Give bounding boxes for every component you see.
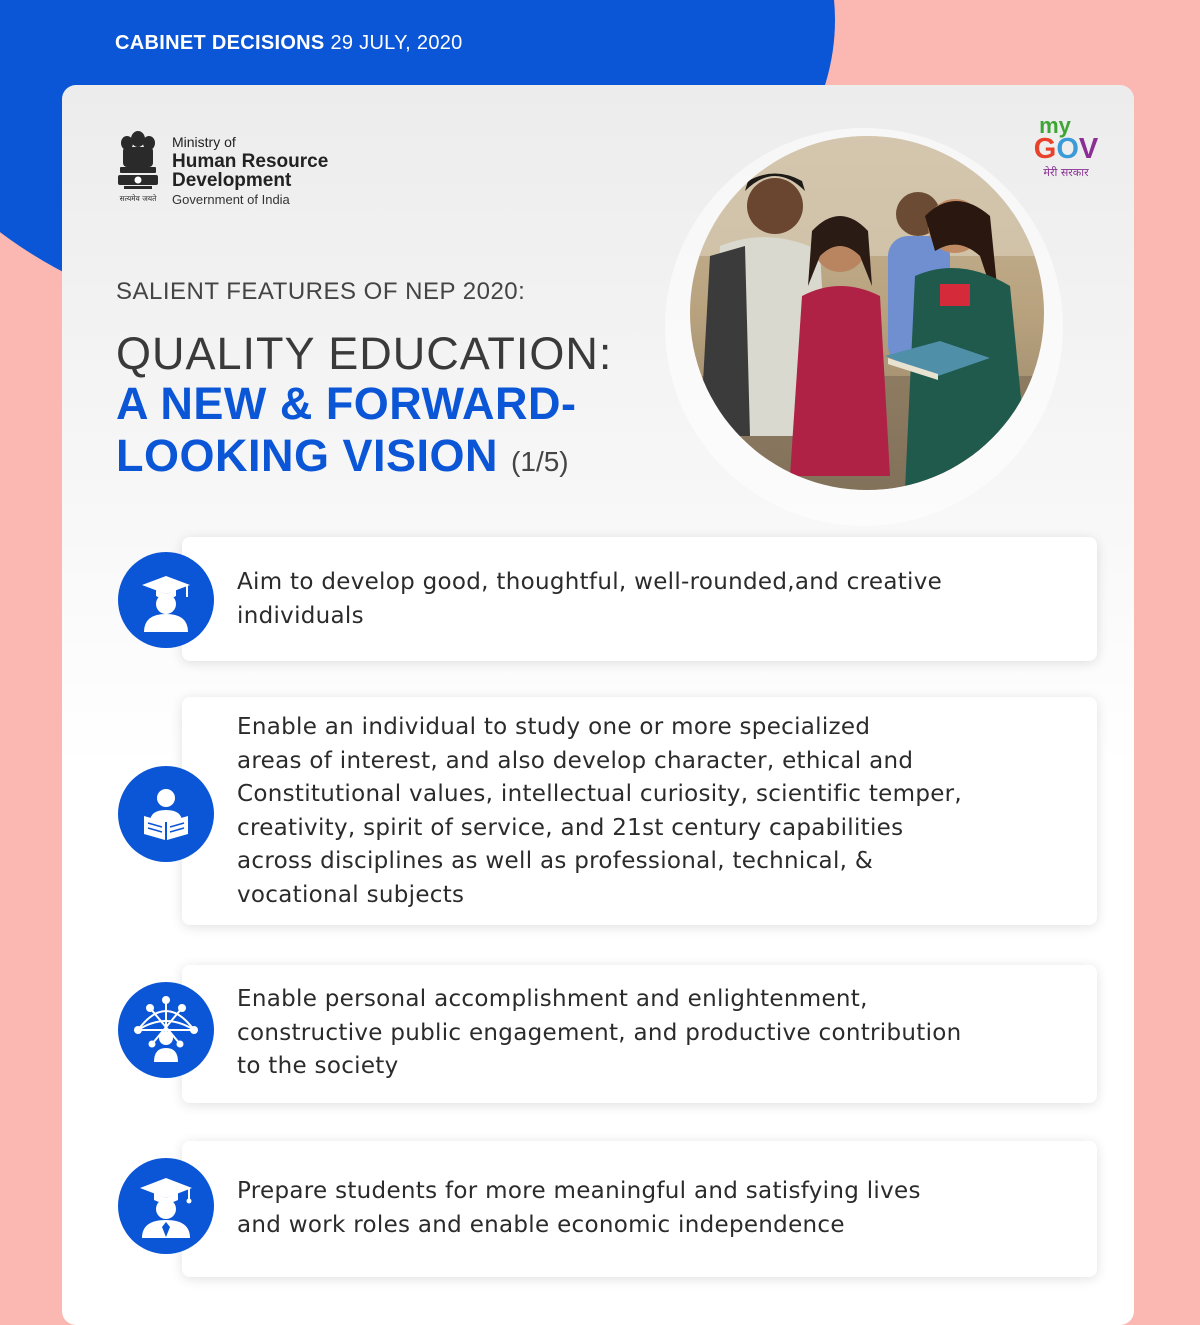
feature-text-2 [237,711,1075,912]
feature-2-line: areas of interest, and also develop character, ethical and [237,747,914,774]
feature-card-4 [182,1141,1097,1277]
national-emblem-icon [114,129,162,205]
headline-kicker: SALIENT FEATURES OF NEP 2020: [116,278,526,305]
mygov-logo [1026,113,1106,180]
mygov-g: G [1033,133,1057,165]
headline-subtitle-line2: LOOKING VISION [116,430,499,481]
headline-page-count: (1/5) [511,446,569,477]
ministry-line4: Government of India [172,192,290,207]
ministry-line1: Ministry of [172,134,236,150]
feature-2-line: vocational subjects [237,881,465,908]
mygov-tagline: मेरी सरकार [1043,166,1089,179]
header-date: 29 JULY, 2020 [330,32,463,54]
feature-card-3 [182,965,1097,1103]
content-card [62,85,1134,1325]
students-photo [690,136,1044,490]
mygov-my: my [1039,113,1071,138]
students-illustration [690,136,1044,490]
feature-card-1 [182,537,1097,661]
feature-3-line: constructive public engagement, and productive contribution [237,1019,962,1046]
headline-subtitle [116,378,696,488]
feature-4-line: Prepare students for more meaningful and satisfying lives [237,1178,921,1204]
feature-3-line: to the society [237,1053,399,1079]
feature-3-line: Enable personal accomplishment and enlightenment, [237,986,868,1012]
graduate-icon [118,552,214,648]
feature-4-line: and work roles and enable economic independence [237,1211,845,1238]
graduate-tie-icon [118,1158,214,1254]
reading-student-icon [118,766,214,862]
feature-card-2 [182,697,1097,925]
headline-subtitle-line1: A NEW & FORWARD- [116,378,577,429]
ministry-line3: Development [172,170,292,191]
mygov-o: O [1056,133,1079,165]
ministry-line2: Human Resource [172,151,329,172]
feature-1-line: individuals [237,602,364,629]
feature-2-line: across disciplines as well as professional, technical, & [237,848,874,874]
network-person-icon [118,982,214,1078]
mygov-v: V [1078,133,1099,165]
headline-title: QUALITY EDUCATION: [116,328,613,379]
feature-text-1 [237,566,1075,633]
feature-2-line: Enable an individual to study one or more specialized [237,714,871,740]
feature-2-line: creativity, spirit of service, and 21st century capabilities [237,814,904,841]
feature-text-4 [237,1175,1075,1242]
feature-1-line: Aim to develop good, thoughtful, well-rounded,and creative [237,569,943,595]
header-title: CABINET DECISIONS [115,32,325,54]
cabinet-decisions-header [115,32,463,55]
feature-2-line: Constitutional values, intellectual curiosity, scientific temper, [237,781,963,807]
emblem-motto: सत्यमेव जयते [119,194,157,203]
ministry-logo [114,129,328,209]
feature-text-3 [237,983,1075,1084]
mygov-gov [1026,135,1106,163]
